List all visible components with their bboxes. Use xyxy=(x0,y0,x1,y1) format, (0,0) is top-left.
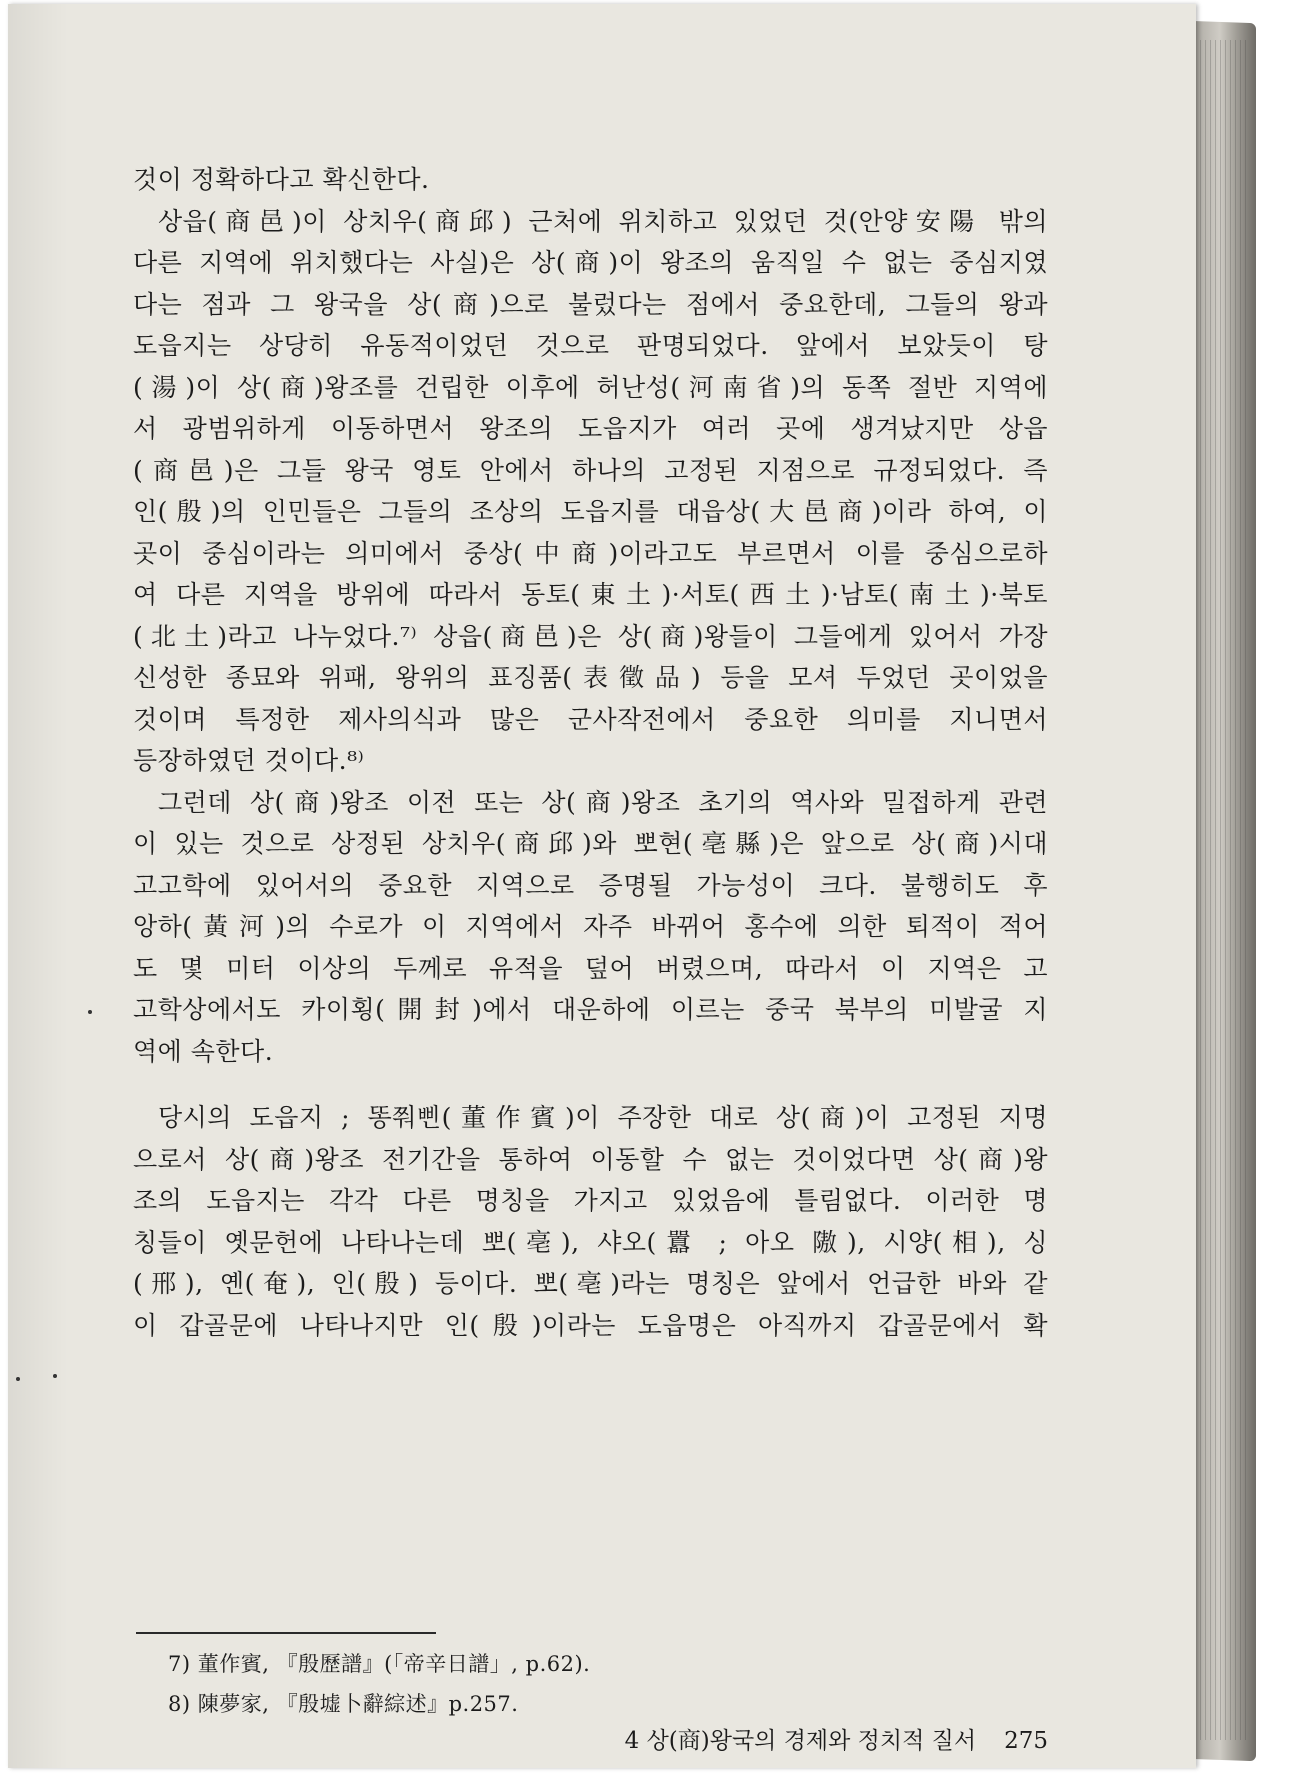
speck-mark xyxy=(53,1374,57,1378)
text-line: 것이며 특정한 제사의식과 많은 군사작전에서 중요한 의미를 지니면서 xyxy=(133,704,1048,734)
text-line: 상읍(商邑)이 상치우(商邱) 근처에 위치하고 있었던 것(안양安陽 밖의 xyxy=(158,206,1048,236)
text-line: (北土)라고 나누었다.⁷⁾ 상읍(商邑)은 상(商)왕들이 그들에게 있어서 가장 xyxy=(133,621,1048,651)
text-line: 고학상에서도 카이횡(開封)에서 대운하에 이르는 중국 북부의 미발굴 지 xyxy=(133,995,1048,1024)
text-line: 으로서 상(商)왕조 전기간을 통하여 이동할 수 없는 것이었다면 상(商)왕 xyxy=(133,1144,1048,1174)
text-line: (邢), 옌(奄), 인(殷) 등이다. 뽀(亳)라는 명칭은 앞에서 언급한 바와 같 xyxy=(133,1269,1048,1298)
text-line: 역에 속한다. xyxy=(133,1036,274,1066)
text-line: 당시의 도읍지 ; 똥쭤삔(董作賓)이 주장한 대로 상(商)이 고정된 지명 xyxy=(158,1103,1048,1132)
text-line: 다는 점과 그 왕국을 상(商)으로 불렀다는 점에서 중요한데, 그들의 왕과 xyxy=(133,289,1048,319)
page-gutter-shadow xyxy=(8,4,68,1768)
text-line: 그런데 상(商)왕조 이전 또는 상(商)왕조 초기의 역사와 밀접하게 관련 xyxy=(158,787,1048,817)
text-line: 칭들이 옛문헌에 나타나는데 뽀(亳), 샤오(囂 ; 아오 隞), 시양(相), 싱 xyxy=(133,1227,1048,1257)
text-line: 이 있는 것으로 상정된 상치우(商邱)와 뽀현(亳縣)은 앞으로 상(商)시대 xyxy=(133,829,1048,858)
text-line: (湯)이 상(商)왕조를 건립한 이후에 허난성(河南省)의 동쪽 절반 지역에 xyxy=(133,372,1048,402)
text-line: 도읍지는 상당히 유동적이었던 것으로 판명되었다. 앞에서 보았듯이 탕 xyxy=(133,331,1048,360)
text-line: 고고학에 있어서의 중요한 지역으로 증명될 가능성이 크다. 불행히도 후 xyxy=(133,870,1048,900)
footnote-7: 7) 董作賓, 『殷歷譜』(「帝辛日譜」, p.62). xyxy=(168,1652,591,1676)
text-line: 서 광범위하게 이동하면서 왕조의 도읍지가 여러 곳에 생겨났지만 상읍 xyxy=(133,414,1048,443)
text-line: (商邑)은 그들 왕국 영토 안에서 하나의 고정된 지점으로 규정되었다. 즉 xyxy=(133,455,1048,485)
book-page xyxy=(8,4,1196,1768)
footnote-8: 8) 陳夢家, 『殷墟卜辭綜述』p.257. xyxy=(168,1692,519,1716)
text-line: 신성한 종묘와 위패, 왕위의 표징품(表徵品) 등을 모셔 두었던 곳이었을 xyxy=(133,663,1048,692)
text-line: 여 다른 지역을 방위에 따라서 동토(東土)·서토(西土)·남토(南土)·북토 xyxy=(133,580,1048,609)
page-number: 275 xyxy=(1004,1728,1048,1754)
book-page-edge-lines xyxy=(1200,40,1246,1740)
footnote-divider xyxy=(136,1632,436,1634)
chapter-title: 4 상(商)왕국의 경제와 정치적 질서 xyxy=(624,1728,977,1754)
speck-mark xyxy=(16,1377,20,1381)
text-line: 인(殷)의 인민들은 그들의 조상의 도읍지를 대읍상(大邑商)이라 하여, 이 xyxy=(133,497,1048,526)
body-text xyxy=(133,159,1048,1346)
text-line: 이 갑골문에 나타나지만 인(殷)이라는 도읍명은 아직까지 갑골문에서 확 xyxy=(133,1310,1048,1340)
text-line: 앙하(黃河)의 수로가 이 지역에서 자주 바뀌어 홍수에 의한 퇴적이 적어 xyxy=(133,912,1048,941)
text-line: 것이 정확하다고 확신한다. xyxy=(133,165,430,194)
text-line: 도 몇 미터 이상의 두께로 유적을 덮어 버렸으며, 따라서 이 지역은 고 xyxy=(133,953,1048,983)
text-line: 조의 도읍지는 각각 다른 명칭을 가지고 있었음에 틀림없다. 이러한 명 xyxy=(133,1186,1048,1215)
text-line: 곳이 중심이라는 의미에서 중상(中商)이라고도 부르면서 이를 중심으로하 xyxy=(133,538,1048,568)
text-line: 등장하였던 것이다.⁸⁾ xyxy=(133,746,365,775)
footnotes xyxy=(168,1644,590,1724)
running-footer xyxy=(558,1722,1048,1755)
speck-mark xyxy=(88,1010,92,1014)
text-line: 다른 지역에 위치했다는 사실)은 상(商)이 왕조의 움직일 수 없는 중심지였 xyxy=(133,248,1048,277)
